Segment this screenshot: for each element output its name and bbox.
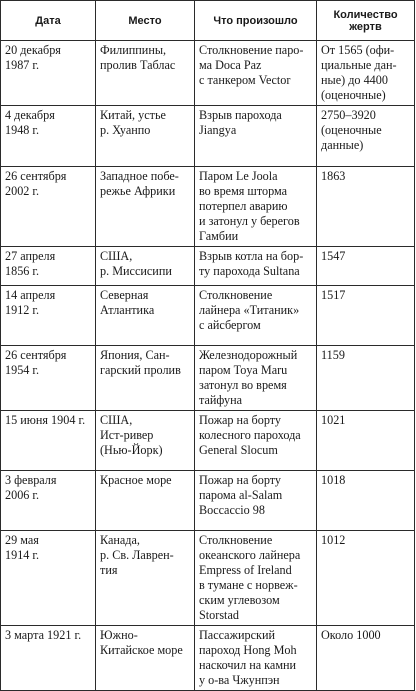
cell-place: Япония, Сан- гарский пролив (96, 346, 195, 411)
cell-event: Паром Le Joola во время шторма потерпел аварию и затонул у берегов Гамбии (195, 167, 317, 247)
cell-date: 26 сентября 1954 г. (1, 346, 96, 411)
table-row (1, 106, 415, 167)
table-header (1, 1, 415, 41)
cell-place: Южно- Китайское море (96, 626, 195, 691)
table-row (1, 247, 415, 286)
table-row (1, 411, 415, 471)
cell-date: 26 сентября 2002 г. (1, 167, 96, 247)
table-row (1, 286, 415, 346)
cell-victims: Около 1000 (317, 626, 415, 691)
cell-place: Северная Атлантика (96, 286, 195, 346)
cell-event: Взрыв парохода Jiangya (195, 106, 317, 167)
cell-event: Взрыв котла на бор- ту парохода Sultana (195, 247, 317, 286)
cell-date: 3 февраля 2006 г. (1, 471, 96, 531)
cell-victims: 1863 (317, 167, 415, 247)
table-row (1, 626, 415, 691)
cell-place: Филиппины, пролив Таблас (96, 41, 195, 106)
cell-victims: От 1565 (офи- циальные дан- ные) до 4400 (оценочные) (317, 41, 415, 106)
cell-victims: 1159 (317, 346, 415, 411)
cell-place: США, Ист-ривер (Нью-Йорк) (96, 411, 195, 471)
cell-event: Пассажирский пароход Hong Moh наскочил на камни у о-ва Чжунпэн (195, 626, 317, 691)
cell-place: США, р. Миссисипи (96, 247, 195, 286)
cell-place: Красное море (96, 471, 195, 531)
cell-event: Столкновение паро- ма Doca Paz с танкером Vector (195, 41, 317, 106)
header-event: Что произошло (195, 1, 317, 41)
cell-event: Столкновение океанского лайнера Empress of Ireland в тумане с норвеж- ским углевозом Storstad (195, 531, 317, 626)
table-body (1, 41, 415, 691)
cell-victims: 1018 (317, 471, 415, 531)
cell-date: 3 марта 1921 г. (1, 626, 96, 691)
cell-victims: 1021 (317, 411, 415, 471)
header-victims: Количество жертв (317, 1, 415, 41)
cell-event: Столкновение лайнера «Титаник» с айсбергом (195, 286, 317, 346)
cell-victims: 1517 (317, 286, 415, 346)
cell-date: 20 декабря 1987 г. (1, 41, 96, 106)
table-row (1, 531, 415, 626)
header-place: Место (96, 1, 195, 41)
cell-event: Железнодорожный паром Toya Maru затонул во время тайфуна (195, 346, 317, 411)
cell-victims: 1012 (317, 531, 415, 626)
cell-date: 29 мая 1914 г. (1, 531, 96, 626)
table-row (1, 41, 415, 106)
cell-event: Пожар на борту парома al-Salam Boccaccio 98 (195, 471, 317, 531)
table-row (1, 167, 415, 247)
cell-date: 27 апреля 1856 г. (1, 247, 96, 286)
table-row (1, 346, 415, 411)
cell-event: Пожар на борту колесного парохода General Slocum (195, 411, 317, 471)
cell-date: 14 апреля 1912 г. (1, 286, 96, 346)
header-date: Дата (1, 1, 96, 41)
cell-victims: 2750–3920 (оценочные данные) (317, 106, 415, 167)
cell-place: Западное побе- режье Африки (96, 167, 195, 247)
cell-place: Канада, р. Св. Лаврен- тия (96, 531, 195, 626)
cell-date: 15 июня 1904 г. (1, 411, 96, 471)
cell-place: Китай, устье р. Хуанпо (96, 106, 195, 167)
cell-victims: 1547 (317, 247, 415, 286)
cell-date: 4 декабря 1948 г. (1, 106, 96, 167)
table-row (1, 471, 415, 531)
header-row (1, 1, 415, 41)
